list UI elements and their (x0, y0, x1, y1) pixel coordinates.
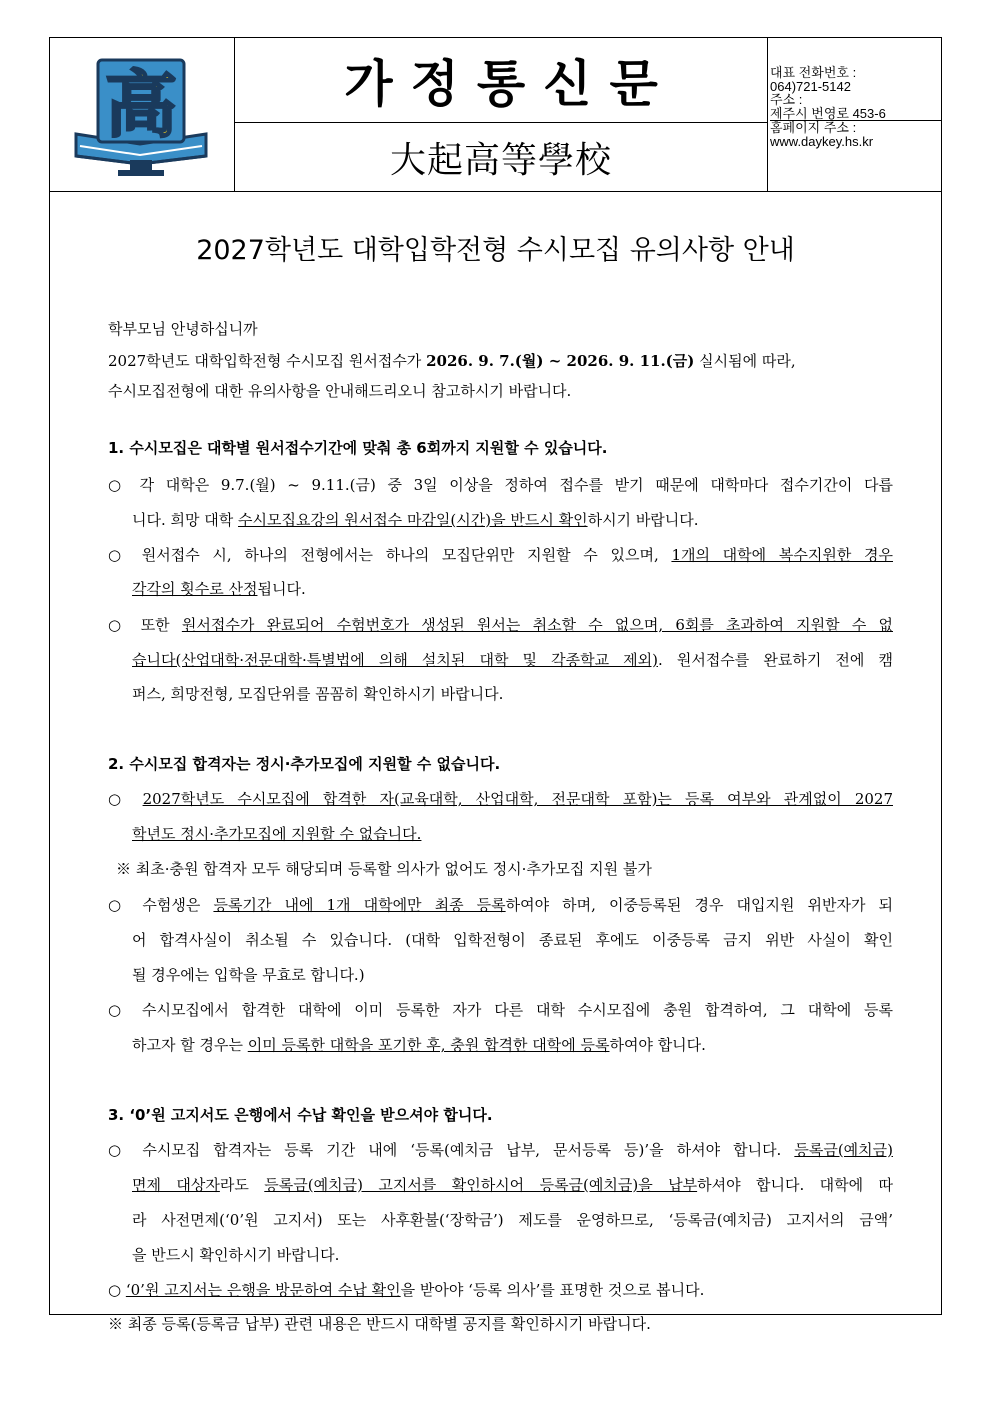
s1-bullet-2-line-1: ○ 원서접수 시, 하나의 전형에서는 하나의 모집단위만 지원할 수 있으며, 1개의 대학에 복수지원한 경우 (108, 546, 893, 564)
section-1-title: 1. 수시모집은 대학별 원서접수기간에 맞춰 총 6회까지 지원할 수 있습니다. (108, 439, 608, 457)
logo-cell (50, 38, 235, 191)
intro-line-2: 2027학년도 대학입학전형 수시모집 원서접수가 2026. 9. 7.(월) ~ 2026. 9. 11.(금) 실시됨에 따라, (108, 352, 796, 370)
s3-bullet-2: ○ ‘0’원 고지서는 은행을 방문하여 수납 확인을 받아야 ‘등록 의사’를 표명한 것으로 봅니다. (108, 1281, 705, 1299)
s3-bullet-1-line-2: 면제 대상자라도 등록금(예치금) 고지서를 확인하시어 등록금(예치금)을 납부하셔야 합니다. 대학에 따 (132, 1176, 893, 1194)
homepage-url[interactable]: www.daykey.hs.kr (770, 133, 874, 149)
newsletter-frame (49, 37, 942, 1333)
section-2-title: 2. 수시모집 합격자는 정시·추가모집에 지원할 수 없습니다. (108, 755, 501, 773)
s3-bullet-1-line-4: 을 반드시 확인하시기 바랍니다. (132, 1246, 340, 1264)
phone-number: 064)721-5142 (770, 78, 851, 94)
phone-label: 대표 전화번호 : (770, 65, 857, 80)
s3-bullet-1-line-3: 라 사전면제(‘0’원 고지서) 또는 사후환불(‘장학금’) 제도를 운영하므로, ‘등록금(예치금) 고지서의 금액’ (132, 1211, 893, 1229)
s1-bullet-3-line-2: 습니다(산업대학·전문대학·특별법에 의해 설치된 대학 및 각종학교 제외). 원서접수를 완료하기 전에 캠 (132, 651, 893, 669)
s1-bullet-3-line-1: ○ 또한 원서접수가 완료되어 수험번호가 생성된 원서는 취소할 수 없으며, 6회를 초과하여 지원할 수 없 (108, 616, 893, 634)
address: 제주시 번영로 453-6 (770, 107, 942, 122)
school-logo-icon (50, 38, 234, 191)
document-title: 2027학년도 대학입학전형 수시모집 유의사항 안내 (196, 235, 795, 266)
logo-char: 高 (104, 63, 178, 147)
school-name: 大起高等學校 (389, 139, 612, 181)
header (50, 38, 941, 192)
s2-bullet-2-line-1: ○ 수험생은 등록기간 내에 1개 대학에만 최종 등록하여야 하며, 이중등록된 경우 대입지원 위반자가 되 (108, 896, 893, 914)
s2-bullet-2-line-2: 어 합격사실이 취소될 수 있습니다. (대학 입학전형이 종료된 후에도 이중등록 금지 위반 사실이 확인 (132, 931, 893, 949)
title-cell (235, 38, 768, 191)
section-3-title: 3. ‘0’원 고지서도 은행에서 수납 확인을 받으셔야 합니다. (108, 1106, 493, 1124)
greeting: 학부모님 안녕하십니까 (108, 320, 258, 338)
s3-bullet-1-line-1: ○ 수시모집 합격자는 등록 기간 내에 ‘등록(예치금 납부, 문서등록 등)’을 하셔야 합니다. 등록금(예치금) (108, 1141, 893, 1159)
address-label: 주소 : (770, 92, 803, 107)
s2-bullet-1-line-2: 학년도 정시·추가모집에 지원할 수 없습니다. (132, 825, 422, 843)
s2-bullet-3-line-2: 하고자 할 경우는 이미 등록한 대학을 포기한 후, 충원 합격한 대학에 등록하여야 합니다. (132, 1036, 706, 1054)
newsletter-title-box (235, 38, 767, 123)
s1-bullet-3-line-3: 퍼스, 희망전형, 모집단위를 꼼꼼히 확인하시기 바랍니다. (132, 685, 504, 703)
s2-note: ※ 최초·충원 합격자 모두 해당되며 등록할 의사가 없어도 정시·추가모집 지원 불가 (116, 860, 652, 878)
intro-line-3: 수시모집전형에 대한 유의사항을 안내해드리오니 참고하시기 바랍니다. (108, 382, 572, 400)
newsletter-title: 가정통신문 (344, 55, 676, 113)
s2-bullet-3-line-1: ○ 수시모집에서 합격한 대학에 이미 등록한 자가 다른 대학 수시모집에 충원 합격하여, 그 대학에 등록 (108, 1001, 893, 1019)
s2-bullet-2-line-3: 될 경우에는 입학을 무효로 합니다.) (132, 966, 365, 984)
s2-bullet-1-line-1: ○ 2027학년도 수시모집에 합격한 자(교육대학, 산업대학, 전문대학 포함)는 등록 여부와 관계없이 2027 (108, 790, 893, 808)
contact-info (770, 66, 940, 148)
homepage-label: 홈페이지 주소 : (770, 120, 857, 135)
s1-bullet-2-line-2: 각각의 횟수로 산정됩니다. (132, 580, 306, 598)
s3-note: ※ 최종 등록(등록금 납부) 관련 내용은 반드시 대학별 공지를 확인하시기 바랍니다. (108, 1315, 651, 1333)
s1-bullet-1-line-1: ○ 각 대학은 9.7.(월) ~ 9.11.(금) 중 3일 이상을 정하여 접수를 받기 때문에 대학마다 접수기간이 다릅 (108, 476, 893, 494)
s1-bullet-1-line-2: 니다. 희망 대학 수시모집요강의 원서접수 마감일(시간)을 반드시 확인하시기 바랍니다. (132, 511, 699, 529)
school-name-box (235, 123, 767, 191)
